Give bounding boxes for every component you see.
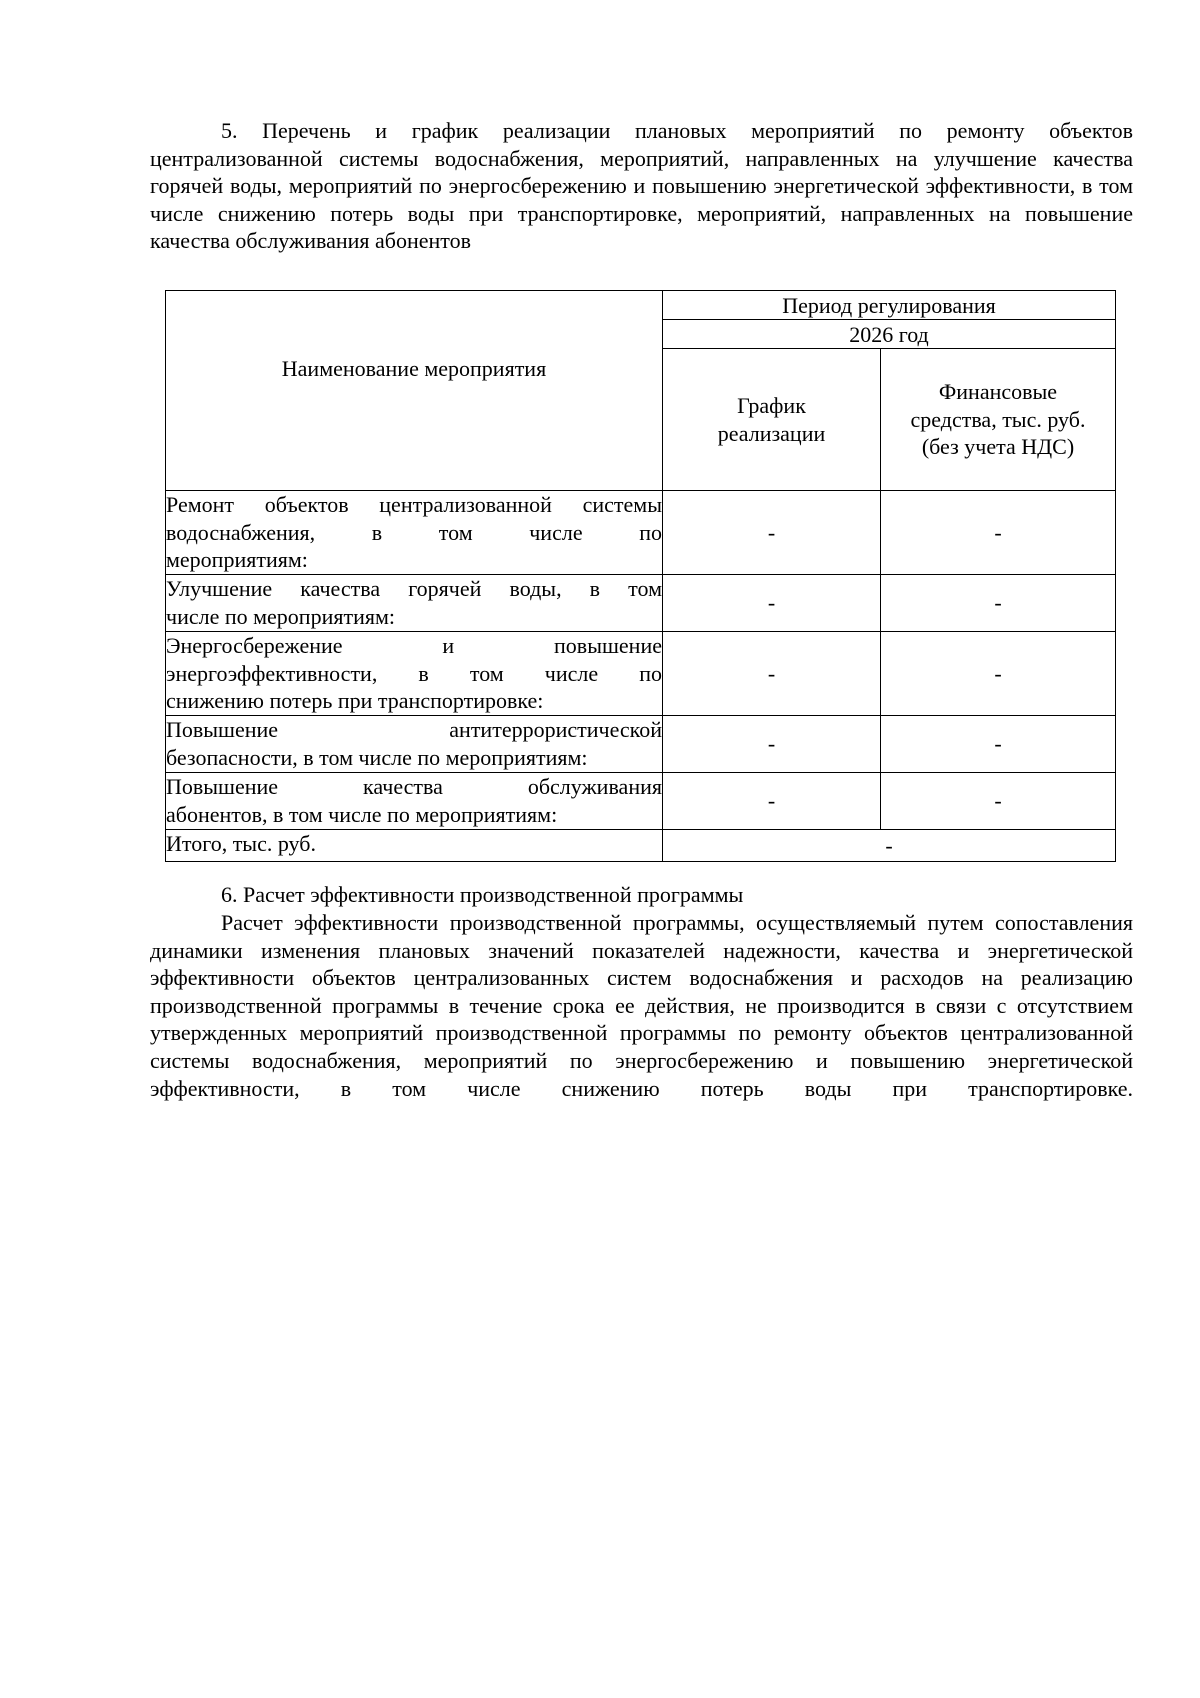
header-name-cell	[166, 291, 663, 491]
plan-table	[165, 290, 1116, 862]
row-name-cell	[166, 632, 663, 716]
row-name-line: Повышение качества обслуживания	[166, 774, 662, 799]
row-name-cell	[166, 491, 663, 575]
row-finance-cell: -	[881, 632, 1116, 716]
table-row	[166, 773, 1116, 830]
row-name-line: Улучшение качества горячей воды, в том	[166, 576, 662, 601]
row-name-line: безопасности, в том числе по мероприятиям:	[166, 744, 588, 770]
table-row	[166, 575, 1116, 632]
total-value: -	[663, 830, 1116, 862]
row-schedule-cell: -	[663, 773, 881, 830]
section-6-body: Расчет эффективности производственной программы, осуществляемый путем сопоставления динамики изменения плановых значений показателей надежности, качества и энергетической эффективности объектов централизованных систем водоснабжения и расходов на реализацию производственной программы в течение срока ее действия, не производится в связи с отсутствием утвержденных мероприятий производственной программы по ремонту объектов централизованной системы водоснабжения, мероприятий по энергосбережению и повышению энергетической эффективности, в том числе снижению потерь воды при транспортировке.	[150, 910, 1133, 1101]
table-total-row	[166, 830, 1116, 862]
table-row	[166, 491, 1116, 575]
row-name-line: абонентов, в том числе по мероприятиям:	[166, 801, 558, 827]
header-finance	[881, 349, 1116, 491]
row-schedule-cell: -	[663, 632, 881, 716]
row-name-line: мероприятиям:	[166, 547, 308, 573]
row-schedule-cell: -	[663, 575, 881, 632]
header-schedule	[663, 349, 881, 491]
row-schedule-cell: -	[663, 716, 881, 773]
header-name-label: Наименование мероприятия	[281, 355, 547, 381]
table-row	[166, 632, 1116, 716]
row-name-line: Повышение антитеррористической	[166, 717, 662, 742]
header-schedule-label: График реализации	[717, 392, 826, 446]
row-name-cell	[166, 575, 663, 632]
row-name-line: Ремонт объектов централизованной системы	[166, 492, 662, 517]
section-5-heading: 5. Перечень и график реализации плановых мероприятий по ремонту объектов централизованной системы водоснабжения, мероприятий, направленных на улучшение качества горячей воды, мероприятий по энергосбережению и повышению энергетической эффективности, в том числе снижению потерь воды при транспортировке, мероприятий, направленных на повышение качества обслуживания абонентов	[150, 118, 1133, 254]
row-finance-cell: -	[881, 491, 1116, 575]
header-period: Период регулирования	[663, 291, 1116, 320]
header-finance-label: Финансовые средства, тыс. руб. (без учета НДС)	[910, 379, 1086, 460]
total-label: Итого, тыс. руб.	[166, 830, 663, 862]
section-6-heading: 6. Расчет эффективности производственной программы	[221, 882, 744, 907]
row-finance-cell: -	[881, 716, 1116, 773]
row-schedule-cell: -	[663, 491, 881, 575]
row-finance-cell: -	[881, 773, 1116, 830]
row-name-cell	[166, 773, 663, 830]
row-name-line: Энергосбережение и повышение	[166, 633, 662, 658]
row-finance-cell: -	[881, 575, 1116, 632]
row-name-cell	[166, 716, 663, 773]
row-name-line: энергоэффективности, в том числе по	[166, 660, 662, 686]
header-year: 2026 год	[663, 320, 1116, 349]
row-name-line: числе по мероприятиям:	[166, 603, 396, 629]
table-row	[166, 716, 1116, 773]
row-name-line: снижению потерь при транспортировке:	[166, 688, 544, 714]
row-name-line: водоснабжения, в том числе по	[166, 519, 662, 545]
